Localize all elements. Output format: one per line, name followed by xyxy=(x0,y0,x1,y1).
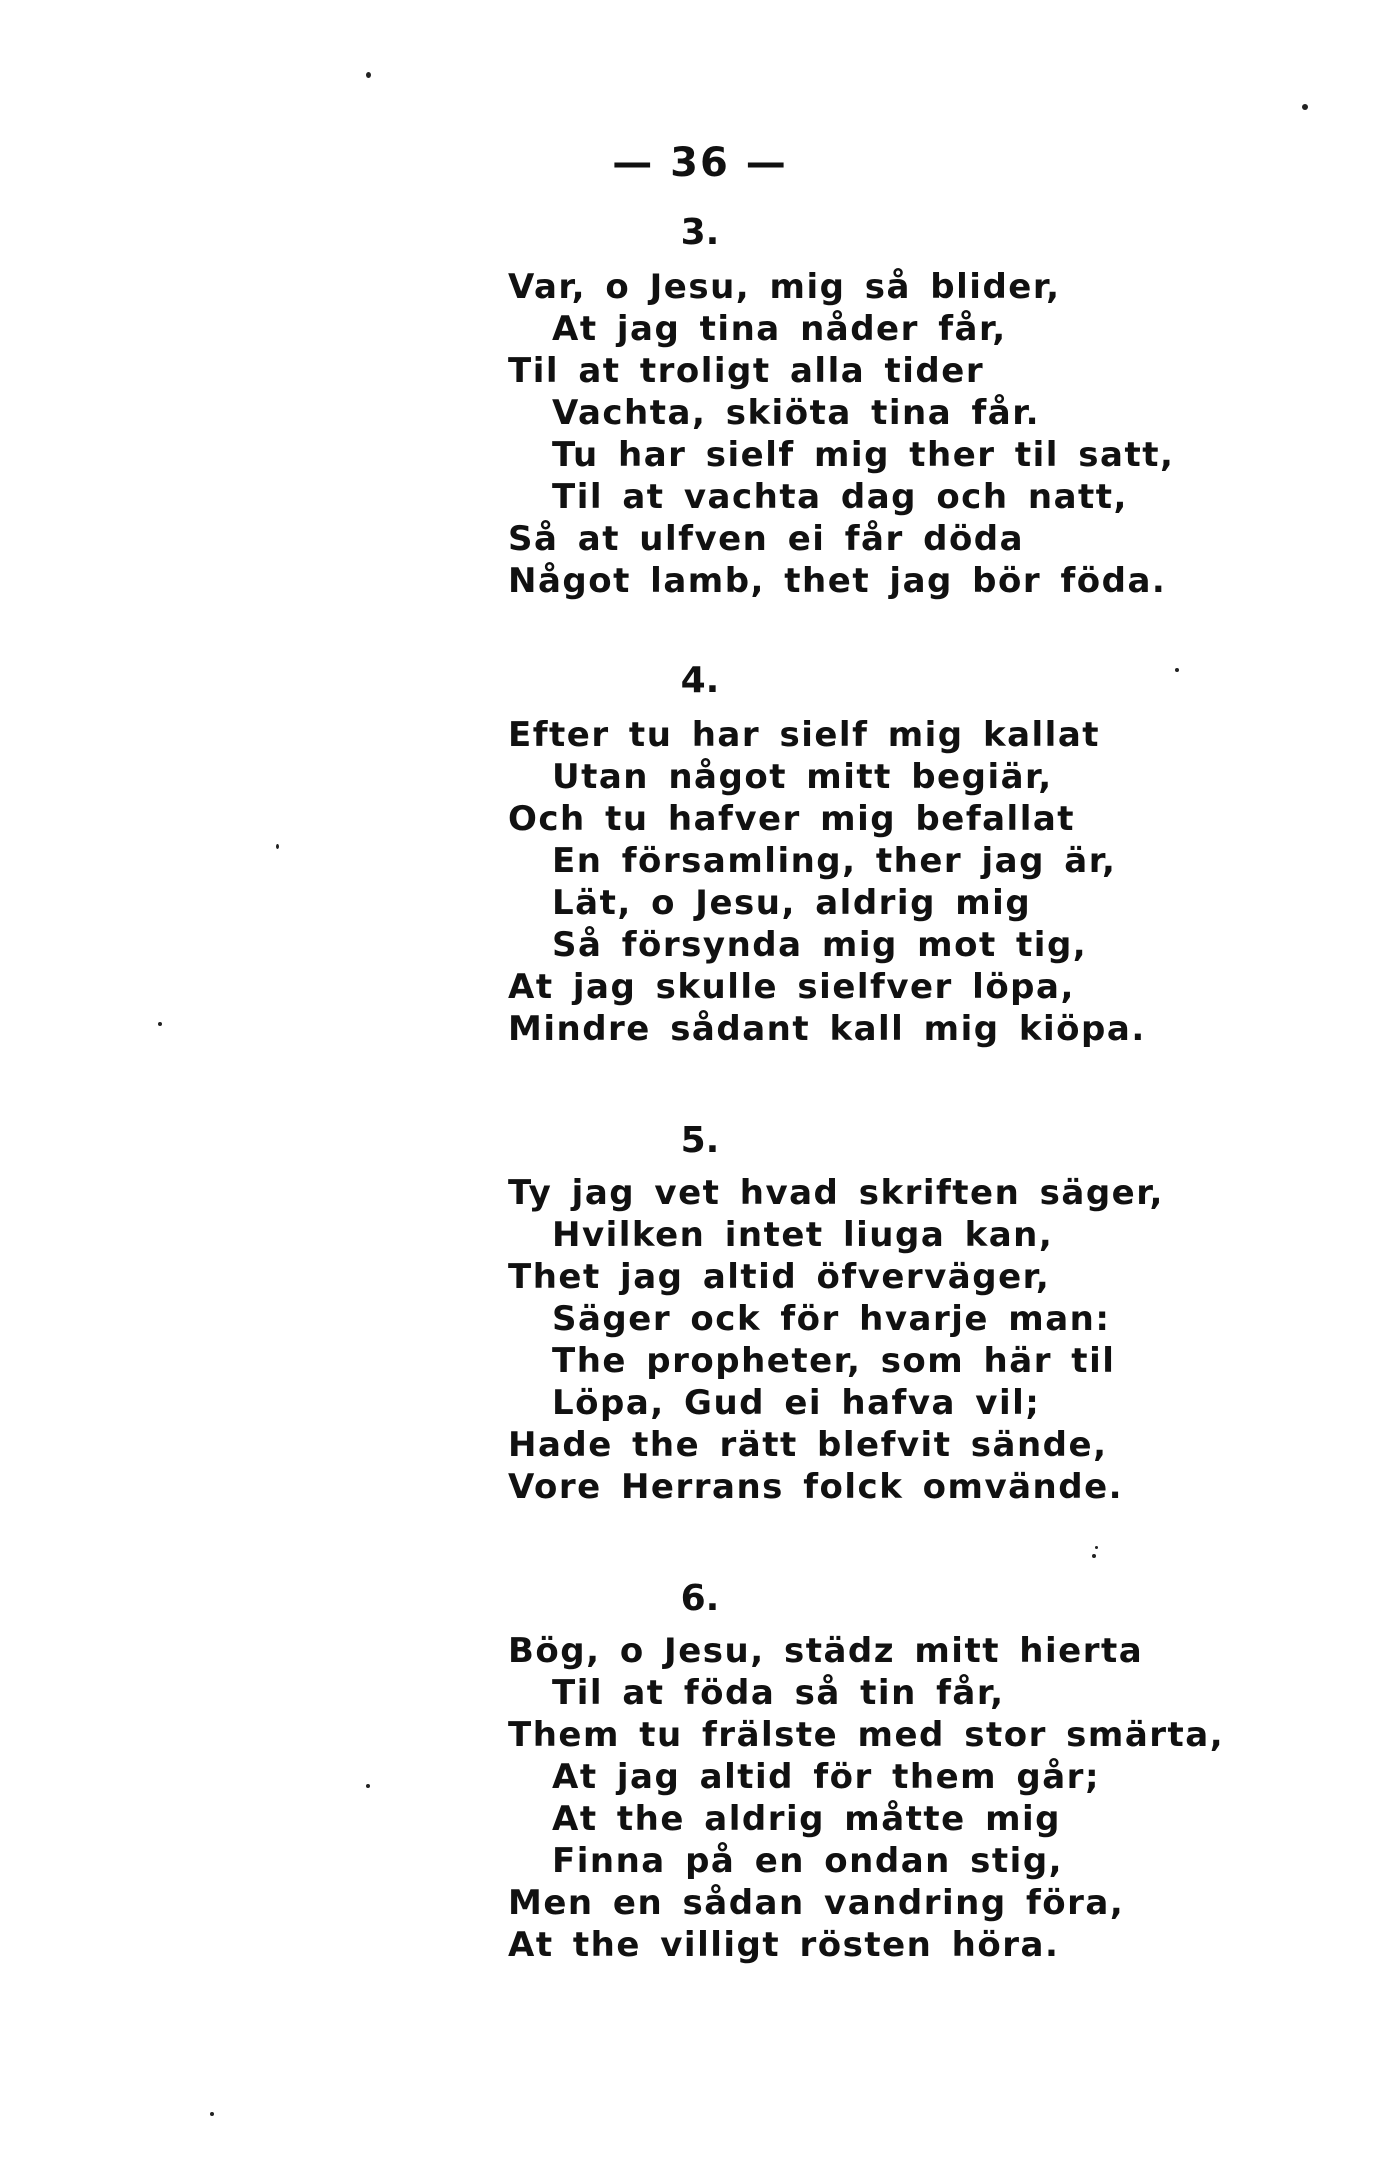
verse-line: Vachta, skiöta tina får. xyxy=(552,393,1041,433)
stanza-number-4: 4. xyxy=(680,660,720,701)
verse-line: Til at troligt alla tider xyxy=(508,351,985,391)
page-number: — 36 — xyxy=(612,140,788,186)
stanza-4 xyxy=(508,714,1168,1050)
verse-line: Mindre sådant kall mig kiöpa. xyxy=(508,1009,1146,1049)
print-speck xyxy=(1095,1546,1098,1549)
verse-line: Säger ock för hvarje man: xyxy=(552,1299,1111,1339)
verse-line: Vore Herrans folck omvände. xyxy=(508,1467,1124,1507)
verse-line: Utan något mitt begiär, xyxy=(552,757,1053,797)
verse-line: Bög, o Jesu, städz mitt hierta xyxy=(508,1631,1144,1671)
verse-line: Så at ulfven ei får döda xyxy=(508,519,1025,559)
verse-line: Ty jag vet hvad skriften säger, xyxy=(508,1173,1164,1213)
print-speck xyxy=(276,844,279,849)
verse-line: Tu har sielf mig ther til satt, xyxy=(552,435,1175,475)
verse-line: At the aldrig måtte mig xyxy=(552,1799,1061,1839)
verse-line: Til at vachta dag och natt, xyxy=(552,477,1128,517)
stanza-5 xyxy=(508,1172,1168,1508)
verse-line: Hvilken intet liuga kan, xyxy=(552,1215,1054,1255)
verse-line: Thet jag altid öfverväger, xyxy=(508,1257,1051,1297)
verse-line: Och tu hafver mig befallat xyxy=(508,799,1076,839)
stanza-number-6: 6. xyxy=(680,1578,720,1619)
verse-line: Them tu frälste med stor smärta, xyxy=(508,1715,1225,1755)
verse-line: At the villigt rösten höra. xyxy=(508,1925,1060,1965)
stanza-number-3: 3. xyxy=(680,212,720,253)
print-speck xyxy=(210,2112,214,2116)
stanza-number-5: 5. xyxy=(680,1120,720,1161)
print-speck xyxy=(366,1784,370,1788)
verse-line: Något lamb, thet jag bör föda. xyxy=(508,561,1167,601)
print-speck xyxy=(1175,668,1179,672)
verse-line: Efter tu har sielf mig kallat xyxy=(508,715,1101,755)
verse-line: Til at föda så tin får, xyxy=(552,1673,1005,1713)
stanza-3 xyxy=(508,266,1175,602)
print-speck xyxy=(1302,104,1308,110)
print-speck xyxy=(1092,1554,1096,1558)
verse-line: Hade the rätt blefvit sände, xyxy=(508,1425,1108,1465)
print-speck xyxy=(366,72,371,78)
verse-line: At jag altid för them går; xyxy=(552,1757,1101,1797)
verse-line: At jag skulle sielfver löpa, xyxy=(508,967,1075,1007)
verse-line: Lät, o Jesu, aldrig mig xyxy=(552,883,1032,923)
stanza-6 xyxy=(508,1630,1225,1966)
verse-line: Men en sådan vandring föra, xyxy=(508,1883,1125,1923)
verse-line: Så försynda mig mot tig, xyxy=(552,925,1088,965)
verse-line: Var, o Jesu, mig så blider, xyxy=(508,267,1061,307)
verse-line: The propheter, som här til xyxy=(552,1341,1116,1381)
verse-line: En församling, ther jag är, xyxy=(552,841,1117,881)
verse-line: Löpa, Gud ei hafva vil; xyxy=(552,1383,1041,1423)
verse-line: Finna på en ondan stig, xyxy=(552,1841,1064,1881)
verse-line: At jag tina nåder får, xyxy=(552,309,1007,349)
print-speck xyxy=(158,1022,162,1026)
